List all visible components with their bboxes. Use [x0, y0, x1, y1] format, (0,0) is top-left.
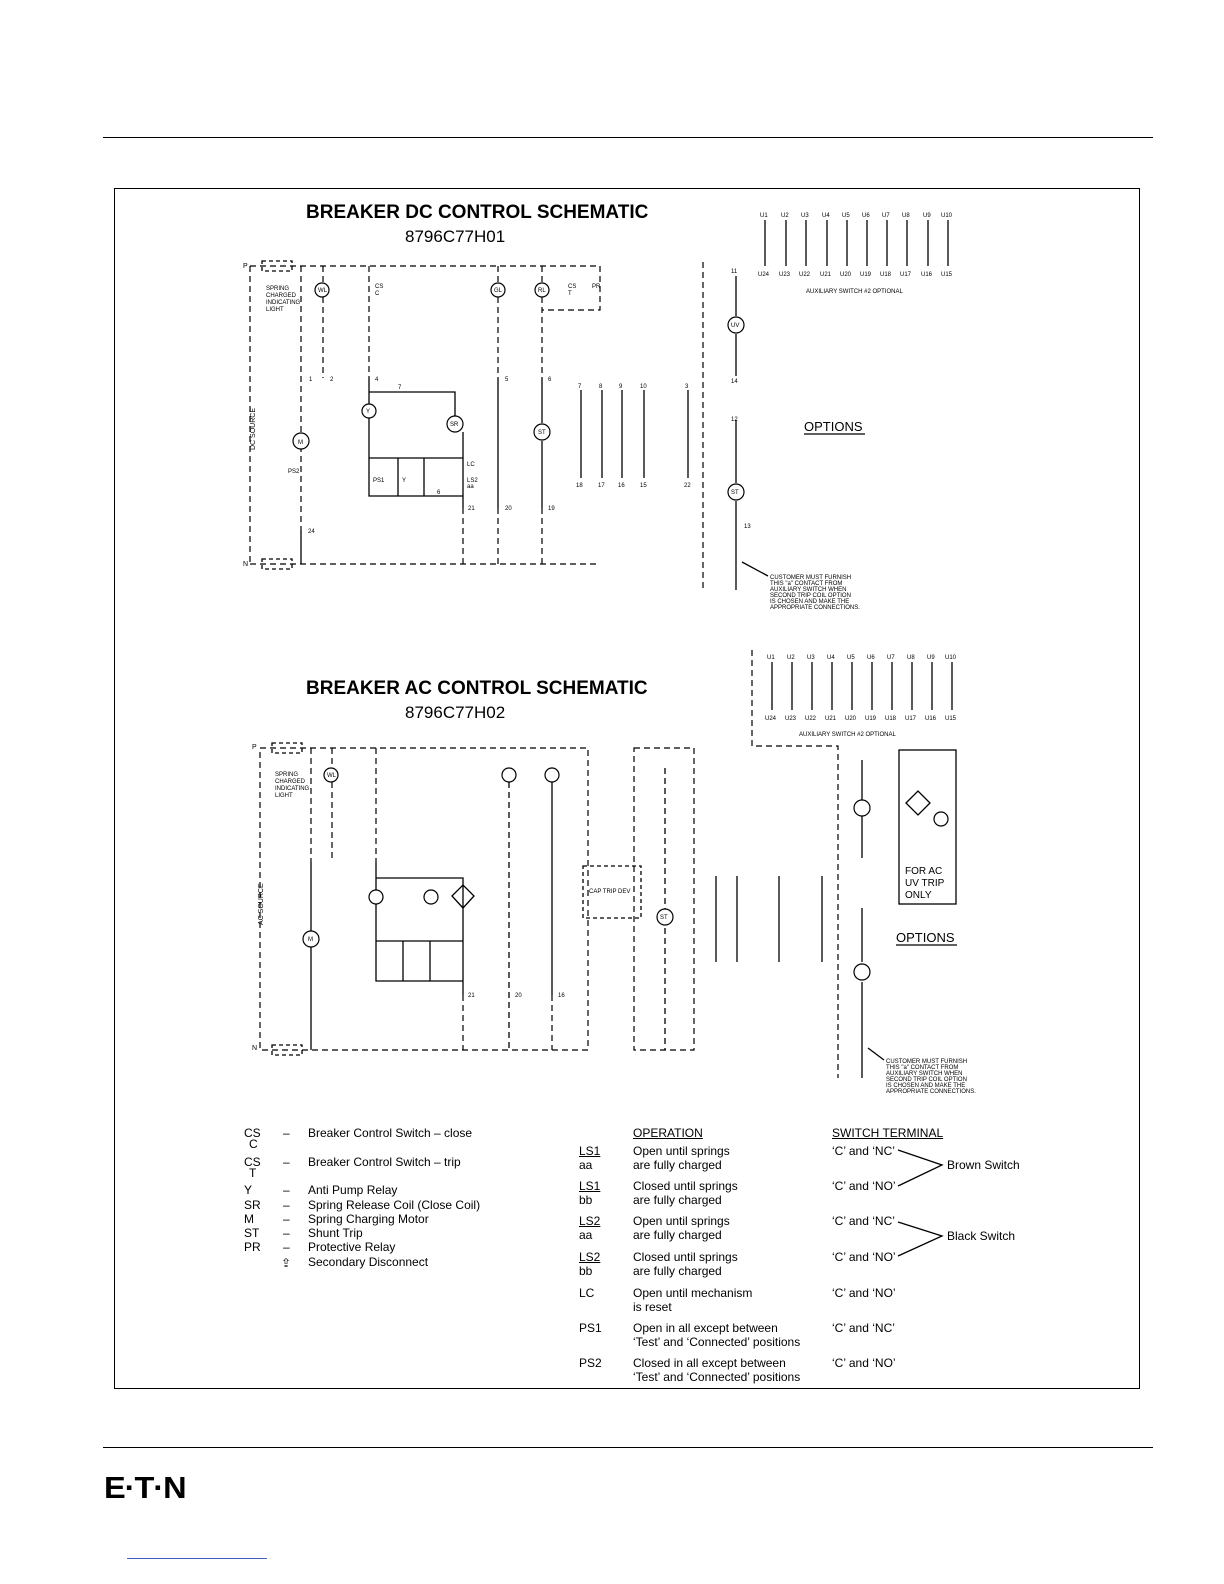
- svg-text:U15: U15: [945, 716, 957, 722]
- ac-drawing-number: 8796C77H02: [405, 703, 506, 722]
- ac-uv-bridge-coil-icon: [934, 812, 948, 826]
- op-row-code: LS2: [579, 1250, 601, 1264]
- dc-aux-switch: [758, 213, 953, 295]
- svg-text:LIGHT: LIGHT: [266, 307, 284, 313]
- legend-row: Y: [244, 1183, 253, 1197]
- svg-text:3: 3: [685, 384, 689, 390]
- svg-text:PR: PR: [592, 284, 601, 290]
- spring-light-note: [266, 286, 301, 313]
- svg-text:IS CHOSEN AND MAKE THE: IS CHOSEN AND MAKE THE: [886, 1083, 966, 1089]
- svg-text:U20: U20: [845, 716, 857, 722]
- svg-text:7: 7: [398, 385, 402, 391]
- op-row-code: PS2: [579, 1356, 602, 1370]
- svg-text:THIS "a" CONTACT FROM: THIS "a" CONTACT FROM: [770, 581, 843, 587]
- dc-customer-note: [742, 562, 860, 611]
- svg-text:U20: U20: [840, 272, 852, 278]
- svg-text:APPROPRIATE CONNECTIONS.: APPROPRIATE CONNECTIONS.: [770, 605, 860, 611]
- svg-text:WL: WL: [318, 288, 327, 294]
- svg-text:GL: GL: [494, 288, 503, 294]
- ac-uv-note: [905, 866, 945, 901]
- svg-text:AUXILIARY SWITCH WHEN: AUXILIARY SWITCH WHEN: [770, 587, 847, 593]
- svg-text:CHARGED: CHARGED: [266, 293, 297, 299]
- op-row-code: LS2: [579, 1214, 601, 1228]
- svg-text:U9: U9: [927, 655, 935, 661]
- svg-text:THIS "a" CONTACT FROM: THIS "a" CONTACT FROM: [886, 1065, 959, 1071]
- svg-text:INDICATING: INDICATING: [266, 300, 301, 306]
- dc-title: BREAKER DC CONTROL SCHEMATIC: [306, 202, 649, 223]
- svg-text:U19: U19: [865, 716, 877, 722]
- svg-text:U1: U1: [767, 655, 775, 661]
- svg-text:U2: U2: [781, 213, 789, 219]
- svg-text:U15: U15: [941, 272, 953, 278]
- svg-text:U24: U24: [765, 716, 777, 722]
- svg-text:6: 6: [548, 377, 552, 383]
- ac-uv-coil-icon: [854, 800, 870, 816]
- svg-text:6: 6: [437, 490, 441, 496]
- svg-text:10: 10: [640, 384, 647, 390]
- svg-text:U18: U18: [880, 272, 892, 278]
- legend-row: Secondary Disconnect: [308, 1255, 429, 1269]
- svg-text:U21: U21: [825, 716, 837, 722]
- dc-drawing-number: 8796C77H01: [405, 227, 506, 246]
- dc-aux-label: AUXILIARY SWITCH #2 OPTIONAL: [806, 289, 903, 295]
- svg-text:U6: U6: [867, 655, 875, 661]
- dc-n-label: N: [243, 561, 249, 568]
- op-row-code: LS1: [579, 1179, 601, 1193]
- switch-terminal-header: SWITCH TERMINAL: [832, 1126, 944, 1140]
- svg-text:CUSTOMER MUST FURNISH: CUSTOMER MUST FURNISH: [886, 1059, 968, 1065]
- black-switch-label: Black Switch: [947, 1229, 1016, 1243]
- ac-anti-pump-relay-icon: [369, 890, 383, 904]
- svg-text:INDICATING: INDICATING: [275, 786, 310, 792]
- ac-rl-lamp-icon: [545, 768, 559, 782]
- svg-text:U23: U23: [779, 272, 791, 278]
- svg-text:5: 5: [505, 377, 509, 383]
- svg-text:15: 15: [640, 483, 647, 489]
- ac-aux-label: AUXILIARY SWITCH #2 OPTIONAL: [799, 732, 896, 738]
- bottom-rule: [103, 1447, 1153, 1448]
- svg-text:U21: U21: [820, 272, 832, 278]
- ac-uv-bridge-icon: [906, 791, 930, 815]
- svg-text:21: 21: [468, 506, 475, 512]
- svg-text:UV TRIP: UV TRIP: [905, 878, 945, 889]
- svg-text:PS1: PS1: [373, 478, 385, 484]
- svg-text:U22: U22: [799, 272, 811, 278]
- brown-switch-bracket: [898, 1150, 942, 1186]
- svg-text:U17: U17: [905, 716, 917, 722]
- svg-text:U3: U3: [807, 655, 815, 661]
- svg-text:Y: Y: [402, 478, 407, 484]
- svg-text:ST: ST: [538, 430, 546, 436]
- svg-text:U16: U16: [925, 716, 937, 722]
- svg-text:8: 8: [599, 384, 603, 390]
- svg-text:APPROPRIATE CONNECTIONS.: APPROPRIATE CONNECTIONS.: [886, 1089, 976, 1095]
- svg-text:24: 24: [308, 529, 315, 535]
- svg-text:SECOND TRIP COIL OPTION: SECOND TRIP COIL OPTION: [770, 593, 851, 599]
- dc-p-label: P: [243, 263, 248, 270]
- svg-text:U22: U22: [805, 716, 817, 722]
- op-row-code: LC: [579, 1286, 595, 1300]
- svg-text:U17: U17: [900, 272, 912, 278]
- eaton-logo: E·T·N: [104, 1470, 186, 1505]
- op-row-code: PS1: [579, 1321, 602, 1335]
- svg-text:LIGHT: LIGHT: [275, 793, 293, 799]
- svg-text:CS: CS: [375, 284, 384, 290]
- svg-text:Y: Y: [366, 409, 371, 415]
- svg-text:12: 12: [731, 417, 738, 423]
- svg-text:ONLY: ONLY: [905, 890, 932, 901]
- svg-text:9: 9: [619, 384, 623, 390]
- svg-text:17: 17: [598, 483, 605, 489]
- brown-switch-label: Brown Switch: [947, 1158, 1020, 1172]
- svg-text:7: 7: [578, 384, 582, 390]
- svg-text:CAP TRIP DEV: CAP TRIP DEV: [589, 889, 631, 895]
- legend-row: SR: [244, 1198, 261, 1212]
- legend-row: CS: [244, 1155, 261, 1169]
- ac-spring-light-note: [275, 772, 310, 799]
- svg-text:T: T: [568, 291, 572, 297]
- secondary-disconnect-icon: ⇪: [281, 1256, 292, 1270]
- svg-text:U1: U1: [760, 213, 768, 219]
- ac-customer-note: [868, 1048, 976, 1095]
- black-switch-bracket: [898, 1222, 942, 1256]
- svg-text:U2: U2: [787, 655, 795, 661]
- ac-gl-lamp-icon: [502, 768, 516, 782]
- svg-text:U7: U7: [887, 655, 895, 661]
- svg-text:CUSTOMER MUST FURNISH: CUSTOMER MUST FURNISH: [770, 575, 852, 581]
- svg-text:19: 19: [548, 506, 555, 512]
- svg-text:4: 4: [375, 377, 379, 383]
- svg-text:U23: U23: [785, 716, 797, 722]
- svg-text:M: M: [298, 440, 303, 446]
- svg-text:U3: U3: [801, 213, 809, 219]
- operation-header: OPERATION: [633, 1126, 703, 1140]
- svg-text:aa: aa: [467, 484, 474, 490]
- svg-text:LC: LC: [467, 462, 475, 468]
- svg-text:16: 16: [558, 993, 565, 999]
- svg-text:C: C: [375, 291, 380, 297]
- svg-text:LS2: LS2: [467, 478, 478, 484]
- svg-text:20: 20: [505, 506, 512, 512]
- svg-text:18: 18: [576, 483, 583, 489]
- svg-text:22: 22: [684, 483, 691, 489]
- svg-text:AUXILIARY SWITCH WHEN: AUXILIARY SWITCH WHEN: [886, 1071, 963, 1077]
- svg-text:U6: U6: [862, 213, 870, 219]
- svg-text:SECOND TRIP COIL OPTION: SECOND TRIP COIL OPTION: [886, 1077, 967, 1083]
- svg-text:PS2: PS2: [288, 469, 300, 475]
- svg-text:SPRING: SPRING: [266, 286, 290, 292]
- svg-text:WL: WL: [327, 773, 336, 779]
- svg-text:U18: U18: [885, 716, 897, 722]
- svg-text:CHARGED: CHARGED: [275, 779, 306, 785]
- ac-source-label: AC SOURCE: [258, 883, 265, 925]
- svg-text:U10: U10: [945, 655, 957, 661]
- svg-text:U7: U7: [882, 213, 890, 219]
- svg-text:U5: U5: [847, 655, 855, 661]
- svg-text:UV: UV: [731, 323, 740, 329]
- ac-aux-switch: [765, 655, 957, 738]
- svg-text:U4: U4: [827, 655, 835, 661]
- legend-row: M: [244, 1212, 254, 1226]
- legend-row: ST: [244, 1226, 260, 1240]
- svg-text:U10: U10: [941, 213, 953, 219]
- ac-n-label: N: [252, 1045, 258, 1052]
- svg-text:U8: U8: [907, 655, 915, 661]
- svg-text:U4: U4: [822, 213, 830, 219]
- svg-text:U9: U9: [923, 213, 931, 219]
- svg-text:13: 13: [744, 524, 751, 530]
- svg-text:U8: U8: [902, 213, 910, 219]
- svg-text:20: 20: [515, 993, 522, 999]
- ac-schematic: [252, 650, 976, 1095]
- ac-spring-release-coil-icon: [424, 890, 438, 904]
- ac-options-label: OPTIONS: [896, 930, 955, 945]
- svg-text:U16: U16: [921, 272, 933, 278]
- svg-text:IS CHOSEN AND MAKE THE: IS CHOSEN AND MAKE THE: [770, 599, 850, 605]
- dc-options-label: OPTIONS: [804, 419, 863, 434]
- ac-st2-coil-icon: [854, 964, 870, 980]
- svg-text:RL: RL: [538, 288, 546, 294]
- dc-source-label: DC SOURCE: [250, 407, 257, 450]
- svg-text:U24: U24: [758, 272, 770, 278]
- svg-text:21: 21: [468, 993, 475, 999]
- dc-schematic: [243, 202, 953, 611]
- svg-text:2: 2: [330, 377, 334, 383]
- svg-text:1: 1: [309, 377, 313, 383]
- svg-text:ST: ST: [731, 490, 739, 496]
- ac-p-label: P: [252, 744, 257, 751]
- svg-text:CS: CS: [568, 284, 577, 290]
- ac-contact-columns: [716, 876, 822, 962]
- svg-text:M: M: [308, 937, 313, 943]
- svg-text:11: 11: [731, 269, 738, 275]
- svg-text:SPRING: SPRING: [275, 772, 299, 778]
- ac-title: BREAKER AC CONTROL SCHEMATIC: [306, 678, 648, 699]
- svg-text:FOR AC: FOR AC: [905, 866, 943, 877]
- svg-text:14: 14: [731, 379, 738, 385]
- legend-row: PR: [244, 1240, 261, 1254]
- svg-text:SR: SR: [450, 422, 459, 428]
- op-row-code: LS1: [579, 1144, 601, 1158]
- svg-text:U5: U5: [842, 213, 850, 219]
- footer-link-rule: [127, 1558, 267, 1559]
- svg-text:ST: ST: [660, 915, 668, 921]
- svg-text:U19: U19: [860, 272, 872, 278]
- svg-text:16: 16: [618, 483, 625, 489]
- dc-contact-columns: [576, 384, 691, 489]
- legend-row: CS: [244, 1126, 261, 1140]
